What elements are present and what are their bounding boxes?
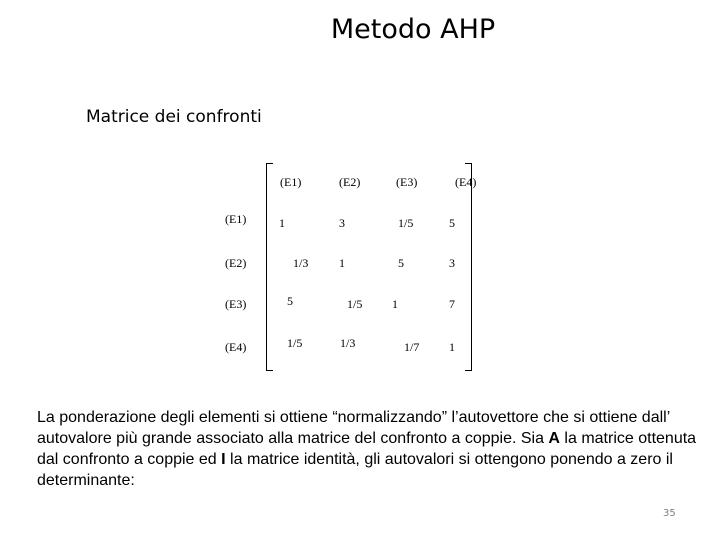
description-paragraph <box>37 407 707 491</box>
col-header-e1: (E1) <box>280 175 302 189</box>
matrix-cell: 3 <box>449 256 455 270</box>
matrix-left-bracket <box>266 163 273 371</box>
matrix-cell: 1/5 <box>287 336 303 350</box>
paragraph-text: la matrice ottenuta dal confronto a coppie ed <box>37 430 697 468</box>
slide-title: Metodo AHP <box>330 14 496 45</box>
matrix-cell: 1 <box>279 216 285 230</box>
matrix-cell: 1 <box>339 256 345 270</box>
matrix-cell: 5 <box>287 294 293 308</box>
row-header-e2: (E2) <box>225 256 247 270</box>
matrix-cell: 1/5 <box>347 297 363 311</box>
paragraph-text: La ponderazione degli elementi si ottiene “normalizzando” l’autovettore che si ottiene dall’ autovalore più grande associato alla matrice del confronto a coppie. Sia <box>37 409 670 447</box>
col-header-e4: (E4) <box>455 175 477 189</box>
matrix-cell: 1/3 <box>293 256 309 270</box>
matrix-cell: 7 <box>449 297 455 311</box>
matrix-right-bracket <box>465 163 472 371</box>
matrix-cell: 1 <box>392 297 398 311</box>
page-number: 35 <box>663 508 676 519</box>
matrix-symbol-a: A <box>548 430 560 447</box>
matrix-cell: 1/3 <box>340 336 356 350</box>
col-header-e3: (E3) <box>396 175 418 189</box>
matrix-cell: 1 <box>449 340 455 354</box>
matrix-cell: 5 <box>449 216 455 230</box>
row-header-e3: (E3) <box>225 297 247 311</box>
matrix-cell: 1/5 <box>398 216 414 230</box>
row-header-e4: (E4) <box>225 340 247 354</box>
identity-symbol-i: I <box>221 451 226 468</box>
matrix-cell: 3 <box>339 216 345 230</box>
paragraph-text: la matrice identità, gli autovalori si ottengono ponendo a zero il determinante: <box>37 451 673 489</box>
slide-subtitle: Matrice dei confronti <box>86 107 262 127</box>
matrix-cell: 5 <box>398 256 404 270</box>
matrix-cell: 1/7 <box>404 340 420 354</box>
col-header-e2: (E2) <box>339 175 361 189</box>
row-header-e1: (E1) <box>225 212 247 226</box>
